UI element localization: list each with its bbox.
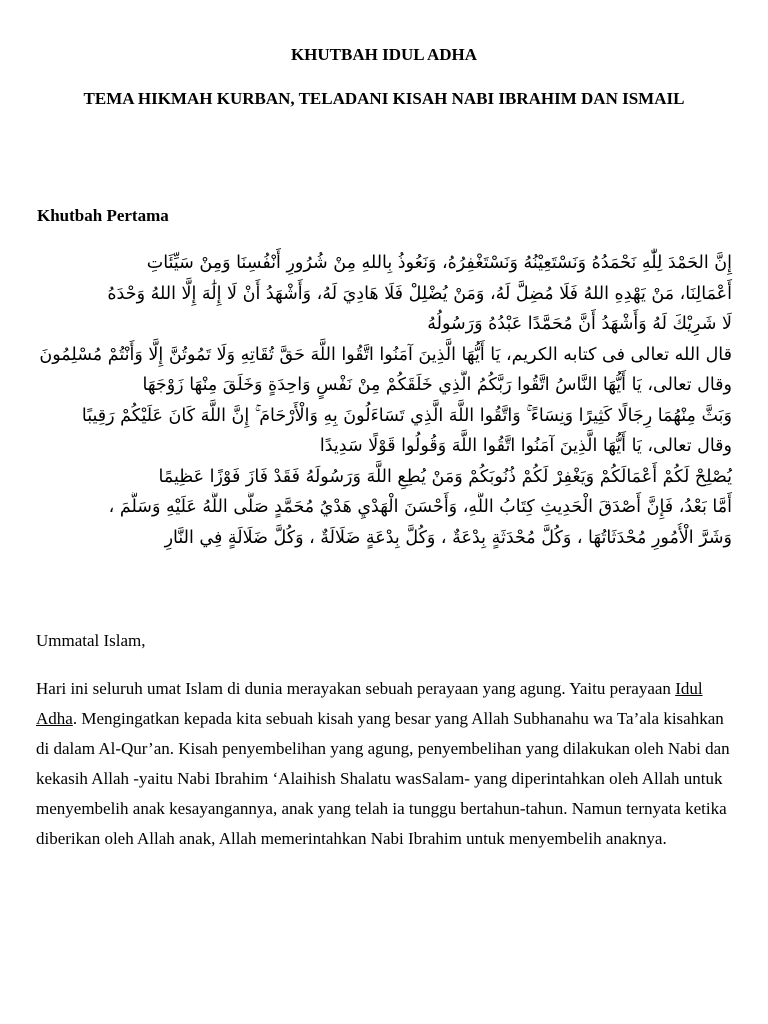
arabic-line: وقال تعالى، يَا أَيُّهَا النَّاسُ اتَّقُوا رَبَّكُمُ الَّذِي خَلَقَكُمْ مِنْ نَفْسٍ وَاحِدَةٍ وَخَلَقَ مِنْهَا زَوْجَهَا [142,375,732,395]
arabic-line: إِنَّ الحَمْدَ لِلّٰهِ نَحْمَدُهُ وَنَسْتَعِيْنُهُ وَنَسْتَغْفِرُهُ، وَنَعُوذُ بِاللهِ مِنْ شُرُورِ أَنْفُسِنَا وَمِنْ سَيِّئَاتِ [146,253,732,273]
arabic-line: أَمَّا بَعْدُ، فَإِنَّ أَصْدَقَ الْحَدِيثِ كِتَابُ اللَّهِ، وَأَحْسَنَ الْهَدْيِ هَدْيُ مُحَمَّدٍ صَلَّى اللَّهُ عَلَيْهِ وَسَلَّمَ ، [108,497,732,517]
arabic-opening-text [36,248,732,553]
arabic-line: أَعْمَالِنَا، مَنْ يَهْدِهِ اللهُ فَلَا مُضِلَّ لَهُ، وَمَنْ يُضْلِلْ فَلَا هَادِيَ لَهُ، وَأَشْهَدُ أَنْ لَا إِلَٰهَ إِلَّا اللهُ وَحْدَهُ [107,283,732,304]
arabic-line: قال الله تعالى فى كتابه الكريم، يَا أَيُّهَا الَّذِينَ آمَنُوا اتَّقُوا اللَّهَ حَقَّ تُقَاتِهِ وَلَا تَمُوتُنَّ إِلَّا وَأَنْتُمْ مُسْلِمُونَ [39,344,732,365]
idul-adha-link[interactable]: Idul Adha [36,679,703,728]
arabic-line: وقال تعالى، يَا أَيُّهَا الَّذِينَ آمَنُوا اتَّقُوا اللَّهَ وَقُولُوا قَوْلًا سَدِيدًا [319,436,732,456]
document-title: KHUTBAH IDUL ADHA [290,45,478,64]
arabic-line: وَشَرَّ الْأُمُورِ مُحْدَثَاتُهَا ، وَكُلَّ مُحْدَثَةٍ بِدْعَةٌ ، وَكُلَّ بِدْعَةٍ ضَلَالَةٌ ، وَكُلَّ ضَلَالَةٍ فِي النَّارِ [164,527,732,548]
paragraph-text: Hari ini seluruh umat Islam di dunia merayakan sebuah perayaan yang agung. Yaitu perayaan [36,679,676,698]
greeting-text: Ummatal Islam, [36,631,146,650]
section-heading: Khutbah Pertama [37,206,169,225]
arabic-line: وَبَثَّ مِنْهُمَا رِجَالًا كَثِيرًا وَنِسَاءً ۚ وَاتَّقُوا اللَّهَ الَّذِي تَسَاءَلُونَ بِهِ وَالْأَرْحَامَ ۚ إِنَّ اللَّهَ كَانَ عَلَيْكُمْ رَقِيبًا [81,405,732,426]
paragraph-text: . Mengingatkan kepada kita sebuah kisah yang besar yang Allah Subhanahu wa Ta’ala kisahkan di dalam Al-Qur’an. Kisah penyembelihan yang agung, penyembelihan yang dilakukan oleh Nabi dan kekasih Allah -yaitu Nabi Ibrahim ‘Alaihish Shalatu wasSalam- yang diperintahkan oleh Allah untuk menyembelih anak kesayangannya, anak yang telah ia tunggu bertahun-tahun. Namun ternyata ketika diberikan oleh Allah anak, Allah memerintahkan Nabi Ibrahim untuk menyembelih anaknya. [36,709,730,848]
arabic-line: يُصْلِحْ لَكُمْ أَعْمَالَكُمْ وَيَغْفِرْ لَكُمْ ذُنُوبَكُمْ وَمَنْ يُطِعِ اللَّهَ وَرَسُولَهُ فَقَدْ فَازَ فَوْزًا عَظِيمًا [158,466,732,487]
body-paragraph [36,674,732,854]
document-subtitle: TEMA HIKMAH KURBAN, TELADANI KISAH NABI IBRAHIM DAN ISMAIL [83,89,685,108]
arabic-line: لَا شَرِيْكَ لَهُ وَأَشْهَدُ أَنَّ مُحَمَّدًا عَبْدُهُ وَرَسُولُهُ [427,314,732,334]
